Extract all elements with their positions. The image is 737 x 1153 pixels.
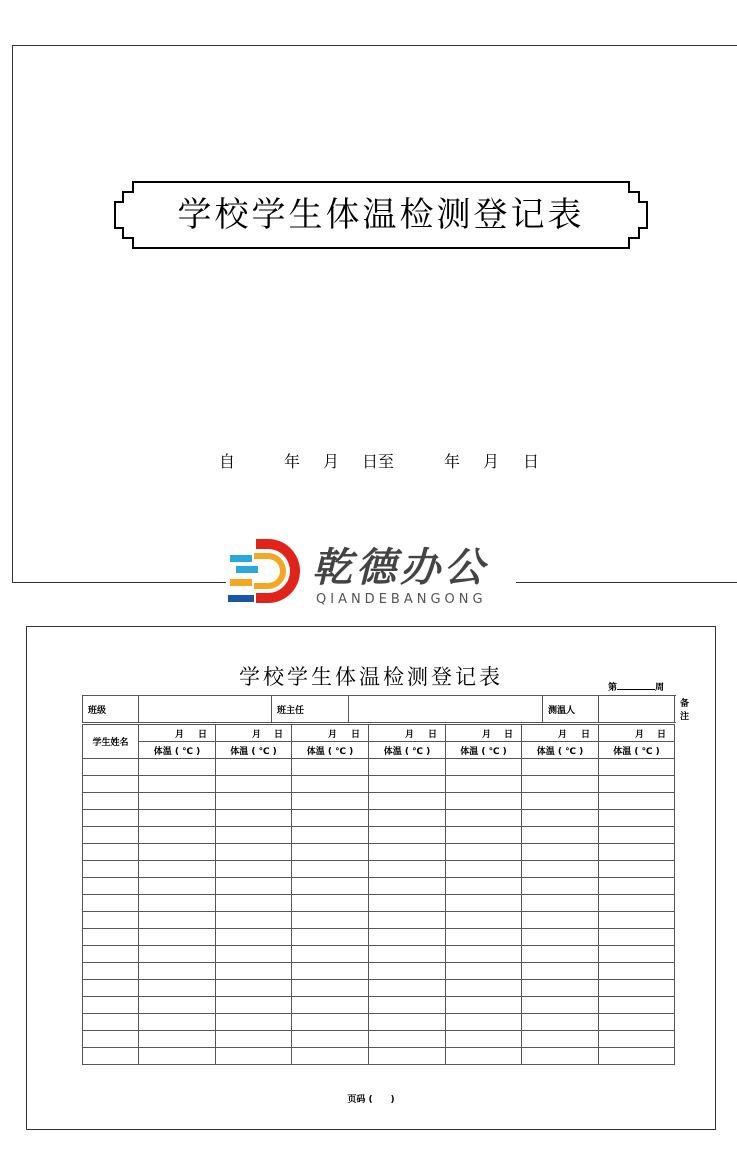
date-cell: [446, 725, 522, 742]
temperature-cell: [522, 776, 599, 793]
temperature-cell: [292, 895, 369, 912]
week-field: [608, 680, 664, 693]
temperature-cell: [446, 929, 522, 946]
temperature-cell: [599, 776, 675, 793]
temperature-cell: [369, 793, 446, 810]
temperature-cell: [139, 997, 216, 1014]
temperature-cell: [139, 861, 216, 878]
teacher-label: 班主任: [272, 696, 349, 723]
day-label-2: 日: [523, 452, 540, 471]
temperature-cell: [216, 1014, 292, 1031]
day-label: 日: [427, 729, 437, 740]
temperature-cell: [216, 861, 292, 878]
week-prefix: 第: [608, 683, 618, 693]
temperature-cell: [216, 844, 292, 861]
temperature-cell: [216, 776, 292, 793]
temperature-cell: [369, 1031, 446, 1048]
temperature-cell: [292, 1031, 369, 1048]
temperature-cell: [522, 827, 599, 844]
temperature-cell: [216, 997, 292, 1014]
temperature-cell: [522, 1014, 599, 1031]
temperature-cell: [446, 980, 522, 997]
temperature-cell: [216, 895, 292, 912]
date-from-label: 自: [219, 452, 236, 471]
day-label: 日: [350, 729, 360, 740]
temperature-cell: [216, 963, 292, 980]
temperature-cell: [599, 929, 675, 946]
temperature-cell: [446, 827, 522, 844]
student-name-cell: [83, 895, 139, 912]
student-name-cell: [83, 997, 139, 1014]
temperature-cell: [139, 929, 216, 946]
brand-logo: [226, 533, 516, 613]
month-label: 月: [558, 729, 568, 740]
cover-page: [12, 45, 737, 583]
temperature-cell: [446, 997, 522, 1014]
temperature-cell: [599, 844, 675, 861]
temperature-cell: [446, 895, 522, 912]
temperature-cell: [369, 963, 446, 980]
temperature-cell: [292, 793, 369, 810]
date-header-row: [83, 725, 675, 742]
temperature-cell: [522, 997, 599, 1014]
table-row: [83, 1031, 675, 1048]
month-label: 月: [328, 729, 338, 740]
temperature-cell: [139, 827, 216, 844]
temperature-cell: [292, 759, 369, 776]
temperature-cell: [599, 963, 675, 980]
temperature-cell: [369, 759, 446, 776]
temperature-cell: [292, 963, 369, 980]
class-field: [139, 696, 272, 723]
table-row: [83, 1014, 675, 1031]
temperature-cell: [522, 759, 599, 776]
student-name-cell: [83, 861, 139, 878]
table-row: [83, 844, 675, 861]
temperature-cell: [139, 1048, 216, 1065]
table-row: [83, 963, 675, 980]
temperature-cell: [446, 759, 522, 776]
month-label-2: 月: [483, 452, 500, 471]
temperature-cell: [292, 810, 369, 827]
temperature-cell: [599, 759, 675, 776]
temperature-cell: [369, 912, 446, 929]
info-row: 班级 班主任 测温人 备 注: [83, 696, 675, 723]
sheet-title: 学校学生体温检测登记表: [239, 665, 503, 689]
month-label: 月: [405, 729, 415, 740]
student-name-cell: [83, 929, 139, 946]
student-name-cell: [83, 912, 139, 929]
temperature-cell: [369, 1014, 446, 1031]
day-label: 日: [656, 729, 666, 740]
temperature-cell: [139, 980, 216, 997]
table-row: [83, 895, 675, 912]
temperature-cell: [599, 878, 675, 895]
temperature-cell: [139, 1031, 216, 1048]
date-cell: [369, 725, 446, 742]
temperature-cell: [522, 946, 599, 963]
student-name-cell: [83, 827, 139, 844]
date-cell: [599, 725, 675, 742]
student-name-cell: [83, 963, 139, 980]
temperature-cell: [369, 997, 446, 1014]
temperature-cell: [369, 946, 446, 963]
temperature-cell: [292, 980, 369, 997]
temperature-cell: [522, 929, 599, 946]
temperature-cell: [522, 963, 599, 980]
cover-title: 学校学生体温检测登记表: [177, 195, 585, 235]
temperature-cell: [216, 827, 292, 844]
table-row: [83, 759, 675, 776]
temperature-cell: [216, 929, 292, 946]
table-row: [83, 1048, 675, 1065]
temperature-cell: [369, 861, 446, 878]
student-name-cell: [83, 878, 139, 895]
temperature-cell: [446, 793, 522, 810]
temperature-cell: [139, 810, 216, 827]
temperature-cell: [599, 895, 675, 912]
table-row: [83, 980, 675, 997]
table-row: [83, 929, 675, 946]
month-label: 月: [482, 729, 492, 740]
date-cell: [216, 725, 292, 742]
tester-field: [599, 696, 675, 723]
temperature-cell: [139, 1014, 216, 1031]
temperature-cell: [599, 980, 675, 997]
temperature-cell: [139, 912, 216, 929]
table-row: [83, 776, 675, 793]
temperature-cell: [139, 844, 216, 861]
date-to-label: 日至: [362, 452, 395, 471]
month-label: 月: [175, 729, 185, 740]
temperature-cell: [369, 1048, 446, 1065]
temperature-cell: [139, 878, 216, 895]
date-cell: [522, 725, 599, 742]
page-number: 页码 ( ): [347, 1095, 395, 1105]
logo-brand-name: 乾德办公: [312, 544, 488, 591]
temperature-cell: [599, 1014, 675, 1031]
student-name-cell: [83, 844, 139, 861]
temperature-cell: [369, 878, 446, 895]
table-row: [83, 997, 675, 1014]
temperature-cell: [522, 861, 599, 878]
date-cell: [139, 725, 216, 742]
temperature-cell: [522, 878, 599, 895]
table-row: [83, 912, 675, 929]
temperature-cell: [522, 1048, 599, 1065]
temperature-cell: [139, 793, 216, 810]
student-name-cell: [83, 1031, 139, 1048]
temperature-cell: [446, 844, 522, 861]
date-cell: [292, 725, 369, 742]
temperature-grid: [82, 724, 675, 1065]
table-row: [83, 810, 675, 827]
temperature-cell: [292, 776, 369, 793]
temperature-cell: [292, 844, 369, 861]
temp-header: 体温 ( ℃ ): [446, 742, 522, 759]
table-row: [83, 878, 675, 895]
temperature-cell: [599, 1031, 675, 1048]
temperature-cell: [292, 1048, 369, 1065]
temperature-cell: [446, 1031, 522, 1048]
temperature-cell: [522, 895, 599, 912]
student-name-cell: [83, 776, 139, 793]
temperature-table: [82, 695, 690, 723]
table-row: [83, 827, 675, 844]
month-label: 月: [252, 729, 262, 740]
temperature-cell: [216, 912, 292, 929]
student-name-cell: [83, 810, 139, 827]
teacher-field: [349, 696, 543, 723]
temperature-cell: [139, 946, 216, 963]
temperature-cell: [446, 1048, 522, 1065]
temperature-cell: [599, 1048, 675, 1065]
temperature-cell: [292, 878, 369, 895]
month-label: 月: [635, 729, 645, 740]
temperature-cell: [216, 980, 292, 997]
temperature-cell: [139, 776, 216, 793]
student-name-cell: [83, 793, 139, 810]
temperature-cell: [369, 827, 446, 844]
student-name-cell: [83, 1014, 139, 1031]
temp-header: 体温 ( ℃ ): [522, 742, 599, 759]
day-label: 日: [197, 729, 207, 740]
temperature-cell: [216, 1048, 292, 1065]
temperature-cell: [446, 878, 522, 895]
student-name-cell: [83, 946, 139, 963]
temperature-cell: [599, 946, 675, 963]
temperature-cell: [139, 895, 216, 912]
temperature-cell: [216, 793, 292, 810]
temperature-cell: [446, 946, 522, 963]
temperature-cell: [522, 844, 599, 861]
temperature-cell: [139, 759, 216, 776]
temperature-cell: [599, 793, 675, 810]
temperature-cell: [599, 861, 675, 878]
class-label: 班级: [83, 696, 139, 723]
temperature-cell: [446, 963, 522, 980]
temperature-cell: [369, 844, 446, 861]
temperature-cell: [292, 929, 369, 946]
student-name-cell: [83, 759, 139, 776]
temperature-cell: [369, 776, 446, 793]
temp-header-row: [83, 742, 675, 759]
temperature-cell: [292, 827, 369, 844]
temperature-cell: [292, 1014, 369, 1031]
temperature-cell: [599, 827, 675, 844]
day-label: 日: [503, 729, 513, 740]
temperature-cell: [522, 1031, 599, 1048]
temperature-cell: [216, 1031, 292, 1048]
temperature-cell: [292, 946, 369, 963]
year-label-1: 年: [284, 452, 301, 471]
year-label-2: 年: [444, 452, 461, 471]
register-sheet: [26, 626, 716, 1130]
temperature-cell: [369, 895, 446, 912]
temperature-cell: [369, 929, 446, 946]
temperature-cell: [369, 810, 446, 827]
temperature-cell: [292, 861, 369, 878]
temperature-cell: [446, 1014, 522, 1031]
temperature-cell: [522, 793, 599, 810]
student-name-cell: [83, 980, 139, 997]
week-blank: [617, 681, 655, 690]
logo-subtitle: QIANDEBANGONG: [316, 592, 487, 607]
temperature-cell: [599, 912, 675, 929]
temp-header: 体温 ( ℃ ): [139, 742, 216, 759]
temperature-cell: [522, 912, 599, 929]
temperature-cell: [216, 759, 292, 776]
temperature-cell: [446, 776, 522, 793]
temperature-cell: [522, 810, 599, 827]
temp-header: 体温 ( ℃ ): [599, 742, 675, 759]
student-name-header: 学生姓名: [83, 725, 139, 759]
temp-header: 体温 ( ℃ ): [369, 742, 446, 759]
week-suffix: 周: [655, 683, 665, 693]
table-row: [83, 793, 675, 810]
temperature-cell: [446, 861, 522, 878]
temperature-cell: [216, 946, 292, 963]
temperature-cell: [292, 997, 369, 1014]
temperature-cell: [446, 810, 522, 827]
temperature-cell: [139, 963, 216, 980]
temperature-cell: [522, 980, 599, 997]
logo-mark-icon: [226, 533, 306, 613]
temperature-cell: [216, 810, 292, 827]
tester-label: 测温人: [543, 696, 599, 723]
temperature-cell: [369, 980, 446, 997]
table-row: [83, 946, 675, 963]
temp-header: 体温 ( ℃ ): [216, 742, 292, 759]
table-row: [83, 861, 675, 878]
day-label: 日: [273, 729, 283, 740]
temp-header: 体温 ( ℃ ): [292, 742, 369, 759]
student-name-cell: [83, 1048, 139, 1065]
temperature-cell: [216, 878, 292, 895]
cover-title-frame: [113, 180, 649, 250]
temperature-cell: [292, 912, 369, 929]
temperature-cell: [599, 810, 675, 827]
day-label: 日: [580, 729, 590, 740]
month-label-1: 月: [323, 452, 340, 471]
temperature-cell: [446, 912, 522, 929]
temperature-cell: [599, 997, 675, 1014]
